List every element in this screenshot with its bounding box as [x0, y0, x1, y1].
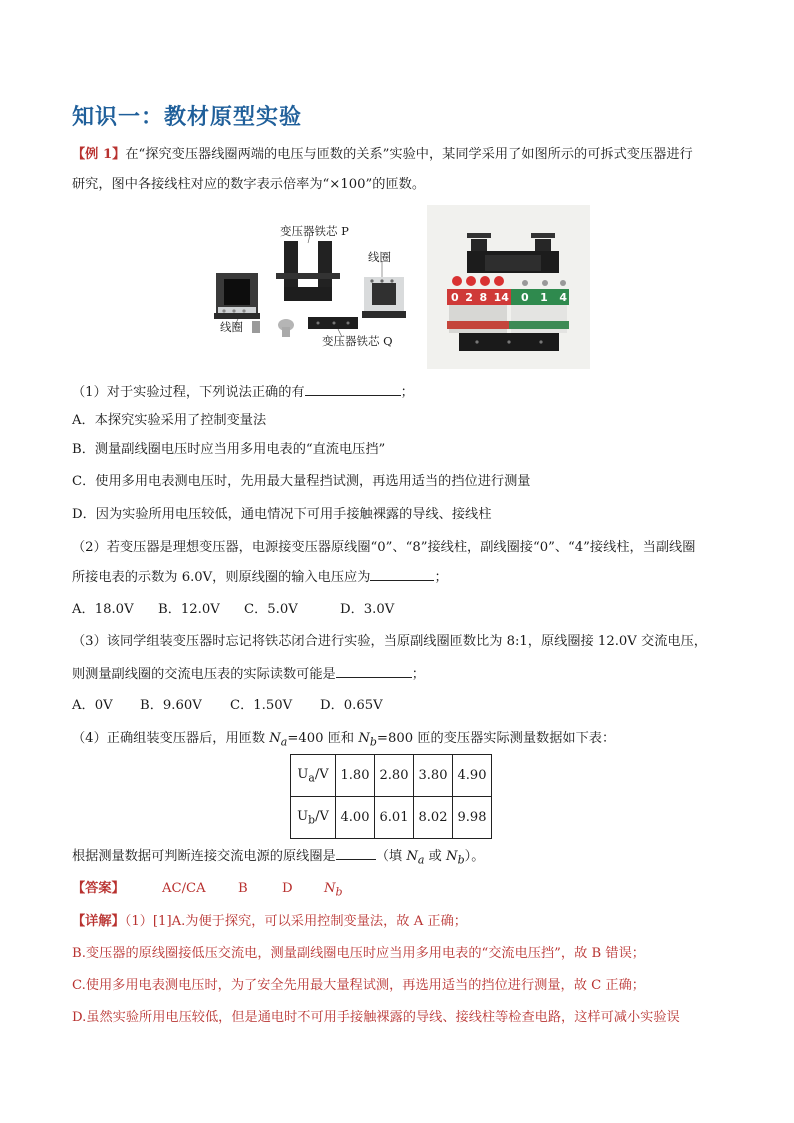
- row-label-ub: $U_b/V$: [291, 797, 336, 839]
- answer-blank: [370, 568, 434, 581]
- terminal-label: 14: [493, 291, 509, 304]
- table-cell: 1.80: [336, 755, 375, 797]
- answer-blank: [336, 665, 412, 678]
- question-1-option-b: B．测量副线圈电压时应当用多用电表的“直流电压挡”: [72, 442, 386, 457]
- question-3-stem-line2: 则测量副线圈的交流电压表的实际读数可能是 ；: [72, 667, 425, 682]
- question-1-option-c: C．使用多用电表测电压时，先用最大量程挡试测，再选用适当的挡位进行测量: [72, 474, 531, 489]
- table-cell: 2.80: [375, 755, 414, 797]
- answer-value: N: [324, 881, 336, 896]
- question-3-options: A．0V B．9.60V C．1.50V D．0.65V: [72, 698, 383, 713]
- detail-line3: C.使用多用电表测电压时，为了安全先用最大量程试测，再选用适当的挡位进行测量，故 C 正确；: [72, 978, 645, 993]
- table-cell: 4.90: [453, 755, 492, 797]
- terminal-label: 4: [559, 291, 567, 304]
- table-cell: 6.01: [375, 797, 414, 839]
- question-1-option-a: A．本探究实验采用了控制变量法: [72, 413, 267, 428]
- terminal-label: 1: [540, 291, 548, 304]
- assembled-transformer-illustration: [427, 205, 590, 369]
- answer-tag: 【答案】: [72, 881, 125, 896]
- question-2-stem-line2: 所接电表的示数为 6.0V，则原线圈的输入电压应为 ；: [72, 570, 448, 585]
- label-coil-left: 线圈: [220, 320, 243, 334]
- question-2-options: A．18.0V B．12.0V C．5.0V D．3.0V: [72, 602, 395, 617]
- measurement-table: [290, 754, 492, 839]
- answer-blank: [305, 383, 401, 396]
- question-3-stem-line1: （3）该同学组装变压器时忘记将铁芯闭合进行实验，当原副线圈匝数比为 8:1，原线圈接 12.0V 交流电压，: [72, 634, 707, 649]
- detail-line2: B.变压器的原线圈接低压交流电，测量副线圈电压时应当用多用电表的“交流电压挡”，故 B 错误；: [72, 946, 645, 961]
- detail-line4: D.虽然实验所用电压较低，但是通电时不可用手接触裸露的导线、接线柱等检查电路，这样可减小实验误: [72, 1010, 680, 1025]
- figure-disassembled-transformer: [210, 215, 420, 355]
- primary-terminal-labels: [451, 291, 509, 304]
- example-intro-line2: 研究，图中各接线柱对应的数字表示倍率为“×100”的匝数。: [72, 177, 426, 192]
- section-heading: 知识一：教材原型实验: [72, 105, 303, 130]
- terminal-label: 0: [451, 291, 459, 304]
- question-1-option-d: D．因为实验所用电压较低，通电情况下可用手接触裸露的导线、接线柱: [72, 507, 492, 522]
- secondary-terminal-labels: [521, 291, 567, 304]
- figure-assembled-transformer: [427, 205, 590, 369]
- example-tag: 【例 1】: [72, 147, 126, 162]
- table-cell: 4.00: [336, 797, 375, 839]
- question-2-stem-line1: （2）若变压器是理想变压器，电源接变压器原线圈“0”、“8”接线柱，副线圈接“0”、“4”接线柱，当副线圈: [72, 540, 696, 555]
- answer-blank: [336, 847, 376, 860]
- terminal-label: 2: [465, 291, 473, 304]
- answer-value: B: [238, 881, 248, 896]
- question-1-stem: （1）对于实验过程，下列说法正确的有 ；: [72, 385, 414, 400]
- question-4-stem: （4）正确组装变压器后，用匝数 $N_a=400$ 匝和 $N_b=800$ 匝的变压器实际测量数据如下表：: [72, 731, 616, 749]
- table-row: [291, 797, 492, 839]
- answer-line: 【答案】 AC/CA B D $N_b$: [72, 881, 343, 899]
- label-core-p: 变压器铁芯 P: [280, 224, 349, 238]
- terminal-label: 0: [521, 291, 529, 304]
- table-cell: 3.80: [414, 755, 453, 797]
- table-cell: 8.02: [414, 797, 453, 839]
- table-cell: 9.98: [453, 797, 492, 839]
- label-core-q: 变压器铁芯 Q: [322, 334, 393, 348]
- question-4-judge: 根据测量数据可判断连接交流电源的原线圈是 （填 $N_a$ 或 $N_b$）。: [72, 849, 485, 867]
- answer-value: AC/CA: [162, 881, 206, 896]
- row-label-ua: $U_a/V$: [291, 755, 336, 797]
- table-row: [291, 755, 492, 797]
- terminal-label: 8: [479, 291, 488, 304]
- answer-value: D: [282, 881, 293, 896]
- example-intro-line1: 【例 1】在“探究变压器线圈两端的电压与匝数的关系”实验中，某同学采用了如图所示的可拆式变压器进行: [72, 147, 693, 162]
- detail-tag: 【详解】: [72, 914, 125, 929]
- detail-line1: 【详解】（1）[1]A.为便于探究，可以采用控制变量法，故 A 正确；: [72, 914, 467, 929]
- label-coil-right: 线圈: [368, 250, 391, 264]
